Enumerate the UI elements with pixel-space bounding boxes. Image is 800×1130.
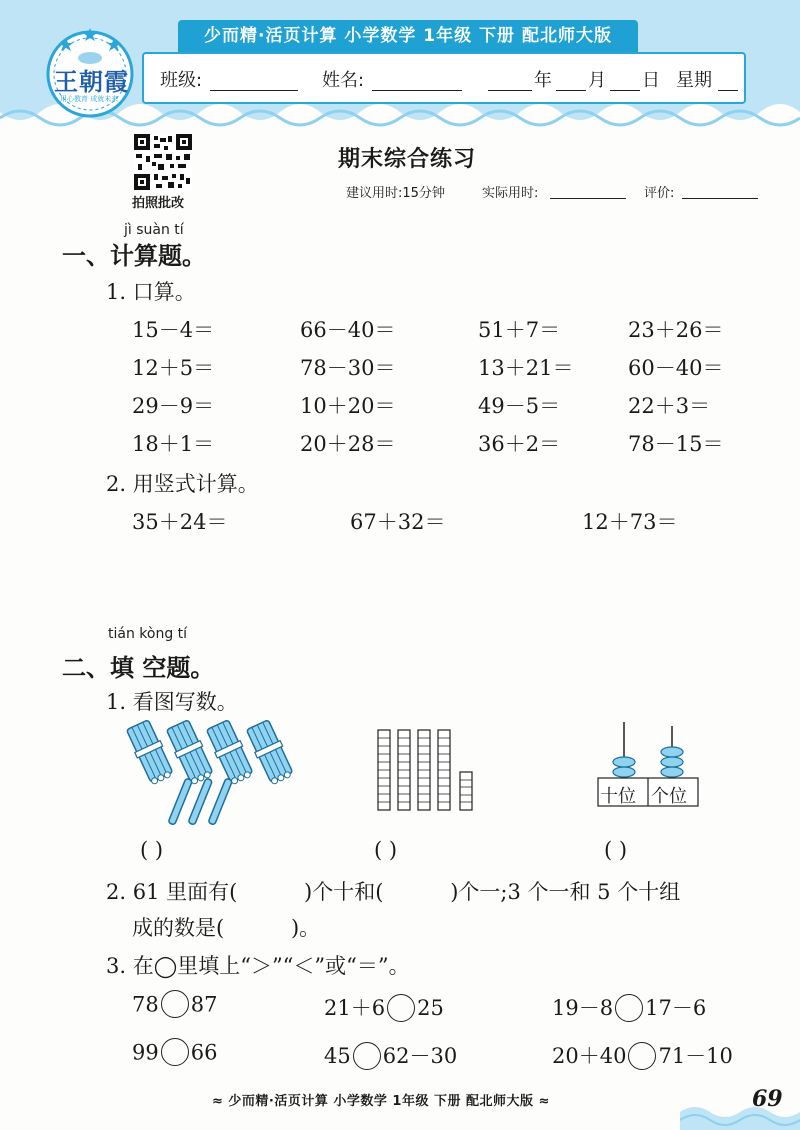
- compare-left: 19－8: [552, 996, 614, 1020]
- vertical-calc-item: 12＋73＝: [582, 510, 678, 534]
- compare-circle[interactable]: [615, 994, 643, 1022]
- compare-right: 71－10: [658, 1044, 733, 1068]
- compare-right: 25: [417, 996, 444, 1020]
- oral-item: 66－40＝: [300, 318, 396, 342]
- year-blank[interactable]: [488, 90, 532, 91]
- score-label: 评价:: [644, 186, 675, 201]
- abacus-tens-label: 十位: [600, 786, 636, 807]
- compare-item: [324, 1040, 457, 1072]
- oral-item: 18＋1＝: [132, 432, 215, 456]
- oral-item: 23＋26＝: [628, 318, 724, 342]
- page-title: 期末综合练习: [338, 147, 477, 172]
- brand-logo: [36, 24, 144, 120]
- actual-time-blank[interactable]: [550, 198, 626, 199]
- compare-left: 20＋40: [552, 1044, 627, 1068]
- base-ten-blocks-icon: [374, 726, 484, 818]
- answer-blank-sticks[interactable]: ( ): [140, 838, 164, 862]
- compare-left: 78: [132, 992, 159, 1017]
- name-label: 姓名:: [322, 70, 365, 91]
- s2-q2-line2[interactable]: 成的数是( )。: [132, 916, 321, 940]
- compare-circle[interactable]: [161, 990, 189, 1018]
- vertical-calc-item: 35＋24＝: [132, 510, 228, 534]
- page-number: 69: [752, 1086, 783, 1112]
- section1-title: 一、计算题。: [62, 242, 206, 270]
- class-blank[interactable]: [210, 90, 298, 91]
- section2-pinyin: tián kòng tí: [108, 626, 188, 642]
- q2-title: 2. 用竖式计算。: [106, 472, 259, 496]
- week-label: 星期: [676, 70, 712, 91]
- day-blank[interactable]: [610, 90, 640, 91]
- compare-right: 66: [190, 1040, 218, 1065]
- compare-right: 17－6: [645, 996, 707, 1020]
- answer-blank-abacus[interactable]: ( ): [604, 838, 628, 862]
- compare-right: 87: [190, 992, 218, 1017]
- abacus-ones-label: 个位: [651, 786, 687, 807]
- name-blank[interactable]: [372, 90, 462, 91]
- oral-item: 78－30＝: [300, 356, 396, 380]
- oral-item: 20＋28＝: [300, 432, 396, 456]
- oral-item: 15－4＝: [132, 318, 215, 342]
- compare-item: [552, 1040, 733, 1072]
- compare-left: 45: [324, 1044, 351, 1068]
- compare-circle[interactable]: [628, 1042, 656, 1070]
- year-label: 年: [534, 70, 552, 91]
- section1-pinyin: jì suàn tí: [124, 222, 184, 238]
- oral-item: 12＋5＝: [132, 356, 215, 380]
- month-label: 月: [588, 70, 606, 91]
- section2-title: 二、填 空题。: [62, 654, 215, 682]
- compare-item: [132, 992, 217, 1020]
- oral-item: 36＋2＝: [478, 432, 561, 456]
- compare-circle[interactable]: [161, 1038, 189, 1066]
- compare-left: 21＋6: [324, 996, 386, 1020]
- compare-left: 99: [132, 1040, 159, 1065]
- brand-name: 王朝霞: [54, 67, 129, 96]
- oral-item: 60－40＝: [628, 356, 724, 380]
- day-label: 日: [642, 70, 660, 91]
- week-blank[interactable]: [718, 90, 738, 91]
- oral-item: 29－9＝: [132, 394, 215, 418]
- s2-q1-title: 1. 看图写数。: [106, 690, 238, 714]
- compare-item: [552, 992, 706, 1024]
- oral-item: 22＋3＝: [628, 394, 711, 418]
- compare-item: [132, 1040, 217, 1068]
- answer-blank-blocks[interactable]: ( ): [374, 838, 398, 862]
- oral-item: 51＋7＝: [478, 318, 561, 342]
- s2-q3-title: 3. 在◯里填上“＞”“＜”或“＝”。: [106, 954, 410, 978]
- stick-bundles-icon: [124, 720, 294, 830]
- vertical-calc-item: 67＋32＝: [350, 510, 446, 534]
- compare-circle[interactable]: [387, 994, 415, 1022]
- oral-item: 13＋21＝: [478, 356, 574, 380]
- student-info-bar: [142, 52, 746, 104]
- series-banner: 少而精·活页计算 小学数学 1年级 下册 配北师大版: [178, 20, 638, 52]
- qr-code-icon[interactable]: [134, 134, 192, 190]
- s2-q2-line1[interactable]: 2. 61 里面有( )个十和( )个一;3 个一和 5 个十组: [106, 880, 681, 904]
- compare-item: [324, 992, 444, 1024]
- qr-label: 拍照批改: [132, 196, 185, 211]
- actual-time-label: 实际用时:: [482, 186, 539, 201]
- oral-item: 49－5＝: [478, 394, 561, 418]
- oral-item: 78－15＝: [628, 432, 724, 456]
- oral-item: 10＋20＝: [300, 394, 396, 418]
- compare-right: 62－30: [382, 1044, 458, 1068]
- class-label: 班级:: [160, 70, 203, 91]
- score-blank[interactable]: [682, 198, 758, 199]
- q1-title: 1. 口算。: [106, 280, 196, 304]
- footer-series: ≈ 少而精·活页计算 小学数学 1年级 下册 配北师大版 ≈: [212, 1094, 550, 1109]
- compare-circle[interactable]: [353, 1042, 381, 1070]
- brand-tagline: 用心教育 成就未来: [60, 95, 119, 103]
- month-blank[interactable]: [556, 90, 586, 91]
- suggested-time: 建议用时:15分钟: [346, 186, 445, 201]
